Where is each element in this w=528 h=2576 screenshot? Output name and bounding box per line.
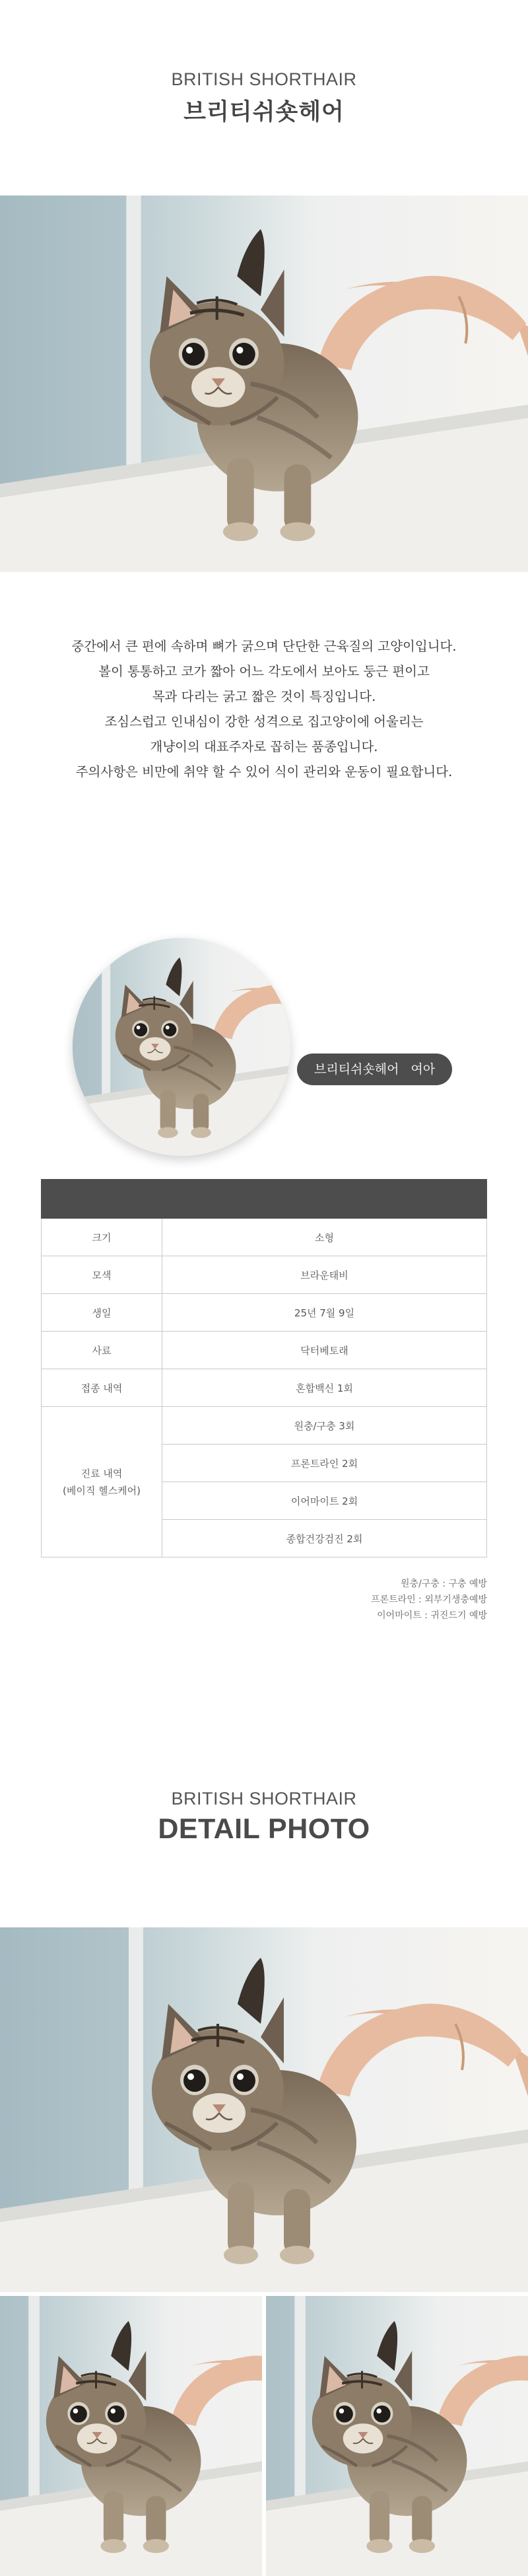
kitten-image	[73, 938, 290, 1156]
profile-photo	[73, 938, 290, 1156]
detail-photo-large	[0, 1927, 528, 2292]
notes	[371, 1576, 487, 1624]
detail-photo-right	[266, 2296, 528, 2576]
row-value: 혼합백신 1회	[162, 1369, 487, 1407]
row-label: 크기	[42, 1219, 162, 1256]
kitten-image	[0, 1927, 528, 2292]
breed-label: 브리티쉬숏헤어	[314, 1062, 399, 1077]
sex-label: 여아	[411, 1062, 436, 1077]
table-row	[42, 1219, 487, 1256]
table-row	[42, 1407, 487, 1445]
info-table	[41, 1179, 487, 1557]
row-label: 사료	[42, 1332, 162, 1369]
hero-photo	[0, 196, 528, 572]
profile-badge	[297, 1054, 452, 1085]
description	[0, 634, 528, 785]
description-line: 주의사항은 비만에 취약 할 수 있어 식이 관리와 운동이 필요합니다.	[75, 764, 453, 779]
description-line: 중간에서 큰 편에 속하며 뼈가 굵으며 단단한 근육질의 고양이입니다.	[71, 639, 457, 654]
medical-value: 이어마이트 2회	[162, 1482, 487, 1520]
description-line: 조심스럽고 인내심이 강한 성격으로 집고양이에 어울리는	[104, 714, 424, 729]
note-line: 원충/구충 : 구충 예방	[401, 1579, 487, 1589]
medical-value: 프론트라인 2회	[162, 1445, 487, 1482]
detail-photo-left	[0, 2296, 262, 2576]
row-value: 브라운태비	[162, 1256, 487, 1294]
kitten-image	[0, 2296, 262, 2576]
section-eyebrow: BRITISH SHORTHAIR	[171, 69, 357, 89]
table-row	[42, 1294, 487, 1332]
row-value: 25년 7월 9일	[162, 1294, 487, 1332]
row-value: 소형	[162, 1219, 487, 1256]
table-row	[42, 1332, 487, 1369]
row-label: 접종 내역	[42, 1369, 162, 1407]
section-title: DETAIL PHOTO	[158, 1813, 370, 1845]
note-line: 이어마이트 : 귀진드기 예방	[377, 1610, 487, 1621]
medical-label-line: 진료 내역	[81, 1467, 123, 1480]
note-line: 프론트라인 : 외부기생충예방	[371, 1594, 487, 1605]
section-title: 브리티쉬숏헤어	[183, 99, 345, 125]
row-label: 생일	[42, 1294, 162, 1332]
row-value: 닥터베토래	[162, 1332, 487, 1369]
description-line: 목과 다리는 굵고 짧은 것이 특징입니다.	[152, 689, 376, 704]
description-line: 개냥이의 대표주자로 꼽히는 품종입니다.	[150, 739, 378, 754]
row-label: 모색	[42, 1256, 162, 1294]
table-header	[42, 1180, 487, 1219]
medical-label	[42, 1407, 162, 1557]
description-line: 볼이 통통하고 코가 짧아 어느 각도에서 보아도 둥근 편이고	[98, 664, 430, 679]
section-eyebrow: BRITISH SHORTHAIR	[171, 1789, 357, 1808]
medical-value: 원충/구충 3회	[162, 1407, 487, 1445]
medical-value: 종합건강검진 2회	[162, 1520, 487, 1557]
table-row	[42, 1369, 487, 1407]
kitten-image	[266, 2296, 528, 2576]
medical-label-line: (베이직 헬스케어)	[63, 1484, 141, 1497]
kitten-image	[0, 196, 528, 572]
table-row	[42, 1256, 487, 1294]
